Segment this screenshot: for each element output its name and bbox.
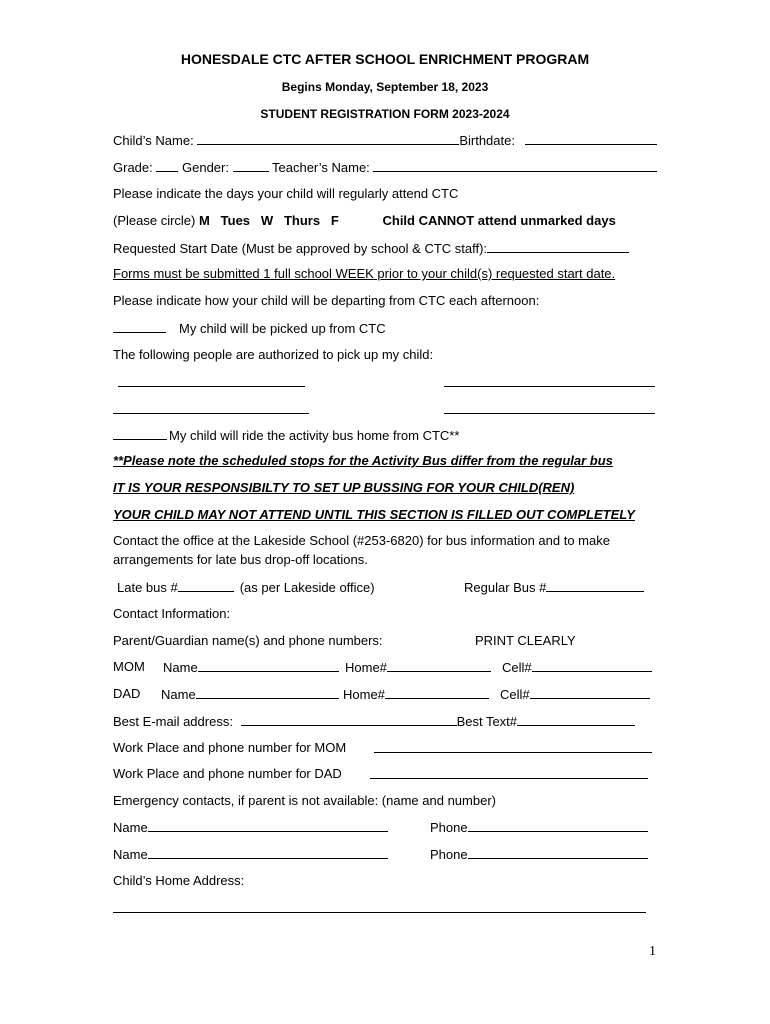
emergency-name-2-label: Name bbox=[113, 847, 148, 862]
mom-label: MOM bbox=[113, 659, 145, 674]
grade-row bbox=[113, 159, 657, 176]
dad-home-group bbox=[343, 686, 489, 703]
child-name-field[interactable] bbox=[197, 132, 459, 145]
departure-instruction: Please indicate how your child will be departing from CTC each afternoon: bbox=[113, 293, 540, 308]
late-bus-row bbox=[117, 579, 375, 596]
regular-bus-label: Regular Bus # bbox=[464, 580, 547, 595]
bus-contact-line-1: Contact the office at the Lakeside School (#253-6820) for bus information and to make bbox=[113, 533, 610, 548]
emergency-name-1-group bbox=[113, 819, 388, 836]
emergency-phone-2-label: Phone bbox=[430, 847, 468, 862]
dad-cell-label: Cell# bbox=[500, 687, 530, 702]
regular-bus-row bbox=[464, 579, 644, 596]
child-name-row bbox=[113, 132, 657, 149]
emergency-phone-2-group bbox=[430, 846, 648, 863]
dad-cell-group bbox=[500, 686, 650, 703]
teacher-field[interactable] bbox=[373, 159, 657, 172]
dad-home-label: Home# bbox=[343, 687, 385, 702]
mom-home-label: Home# bbox=[345, 660, 387, 675]
bus-row bbox=[113, 427, 459, 444]
authorized-pickup-line-2[interactable] bbox=[444, 386, 655, 387]
birthdate-label: Birthdate: bbox=[459, 133, 515, 148]
mom-cell-field[interactable] bbox=[532, 659, 652, 672]
emergency-phone-2-field[interactable] bbox=[468, 846, 648, 859]
late-bus-field[interactable] bbox=[178, 579, 234, 592]
gender-label: Gender: bbox=[182, 160, 229, 175]
home-address-field[interactable] bbox=[113, 912, 646, 913]
authorized-pickup-line-3[interactable] bbox=[113, 413, 309, 414]
days-row bbox=[113, 213, 616, 229]
dad-cell-field[interactable] bbox=[530, 686, 650, 699]
mom-cell-group bbox=[502, 659, 652, 676]
mom-cell-label: Cell# bbox=[502, 660, 532, 675]
start-date-field[interactable] bbox=[487, 240, 629, 253]
authorized-pickup-line-4[interactable] bbox=[444, 413, 655, 414]
emergency-name-2-group bbox=[113, 846, 388, 863]
home-address-label: Child’s Home Address: bbox=[113, 873, 245, 888]
email-label: Best E-mail address: bbox=[113, 714, 233, 729]
dad-name-label: Name bbox=[161, 687, 196, 702]
birthdate-field[interactable] bbox=[525, 132, 657, 145]
form-title: STUDENT REGISTRATION FORM 2023-2024 bbox=[260, 107, 510, 121]
start-date-row bbox=[113, 240, 629, 257]
bus-note-1: **Please note the scheduled stops for the Activity Bus differ from the regular bus bbox=[113, 453, 613, 468]
work-mom-label: Work Place and phone number for MOM bbox=[113, 740, 347, 755]
teacher-label: Teacher’s Name: bbox=[272, 160, 370, 175]
pickup-label: My child will be picked up from CTC bbox=[179, 321, 386, 336]
mom-name-label: Name bbox=[163, 660, 198, 675]
emergency-phone-1-field[interactable] bbox=[468, 819, 648, 832]
emergency-name-2-field[interactable] bbox=[148, 846, 388, 859]
bus-note-3: YOUR CHILD MAY NOT ATTEND UNTIL THIS SECTION IS FILLED OUT COMPLETELY bbox=[113, 507, 635, 522]
grade-label: Grade: bbox=[113, 160, 153, 175]
work-mom-field[interactable] bbox=[374, 752, 652, 753]
mom-home-field[interactable] bbox=[387, 659, 491, 672]
pickup-row bbox=[113, 320, 386, 337]
dad-name-field[interactable] bbox=[196, 686, 339, 699]
parent-guardian-label: Parent/Guardian name(s) and phone numbers: bbox=[113, 633, 383, 648]
regular-bus-field[interactable] bbox=[546, 579, 644, 592]
bus-label: My child will ride the activity bus home from CTC** bbox=[169, 428, 460, 443]
bus-note-2: IT IS YOUR RESPONSIBILTY TO SET UP BUSSING FOR YOUR CHILD(REN) bbox=[113, 480, 575, 495]
days-options[interactable]: M Tues W Thurs F bbox=[198, 213, 339, 228]
contact-heading: Contact Information: bbox=[113, 606, 231, 621]
days-instruction: Please indicate the days your child will regularly attend CTC bbox=[113, 186, 459, 201]
page-title: HONESDALE CTC AFTER SCHOOL ENRICHMENT PROGRAM bbox=[180, 51, 590, 67]
start-date-label: Requested Start Date (Must be approved by school & CTC staff): bbox=[113, 241, 488, 256]
days-warning: Child CANNOT attend unmarked days bbox=[382, 213, 616, 228]
late-bus-label: Late bus # bbox=[117, 580, 178, 595]
grade-field[interactable] bbox=[156, 159, 178, 172]
emergency-name-1-label: Name bbox=[113, 820, 148, 835]
days-circle-label: (Please circle) bbox=[113, 213, 196, 228]
email-row bbox=[113, 713, 635, 730]
pickup-field[interactable] bbox=[113, 320, 166, 333]
dad-name-group bbox=[161, 686, 339, 703]
print-clearly-label: PRINT CLEARLY bbox=[475, 633, 576, 648]
mom-name-field[interactable] bbox=[198, 659, 339, 672]
emergency-heading: Emergency contacts, if parent is not available: (name and number) bbox=[113, 793, 496, 808]
emergency-name-1-field[interactable] bbox=[148, 819, 388, 832]
authorized-pickup-line-1[interactable] bbox=[118, 386, 305, 387]
work-dad-field[interactable] bbox=[370, 778, 648, 779]
mom-name-group bbox=[163, 659, 339, 676]
late-bus-note: (as per Lakeside office) bbox=[239, 580, 375, 595]
best-text-label: Best Text# bbox=[456, 714, 518, 729]
dad-label: DAD bbox=[113, 686, 141, 701]
work-dad-label: Work Place and phone number for DAD bbox=[113, 766, 342, 781]
program-start-date: Begins Monday, September 18, 2023 bbox=[281, 80, 489, 94]
page-number: 1 bbox=[649, 944, 656, 959]
gender-field[interactable] bbox=[233, 159, 269, 172]
emergency-phone-1-label: Phone bbox=[430, 820, 468, 835]
submission-notice: Forms must be submitted 1 full school WEEK prior to your child(s) requested start date. bbox=[113, 266, 616, 281]
bus-contact-line-2: arrangements for late bus drop-off locations. bbox=[113, 552, 368, 567]
mom-home-group bbox=[345, 659, 491, 676]
best-text-field[interactable] bbox=[517, 713, 635, 726]
emergency-phone-1-group bbox=[430, 819, 648, 836]
child-name-label: Child’s Name: bbox=[113, 133, 194, 148]
bus-field[interactable] bbox=[113, 427, 167, 440]
email-field[interactable] bbox=[241, 713, 457, 726]
dad-home-field[interactable] bbox=[385, 686, 489, 699]
authorized-label: The following people are authorized to pick up my child: bbox=[113, 347, 434, 362]
